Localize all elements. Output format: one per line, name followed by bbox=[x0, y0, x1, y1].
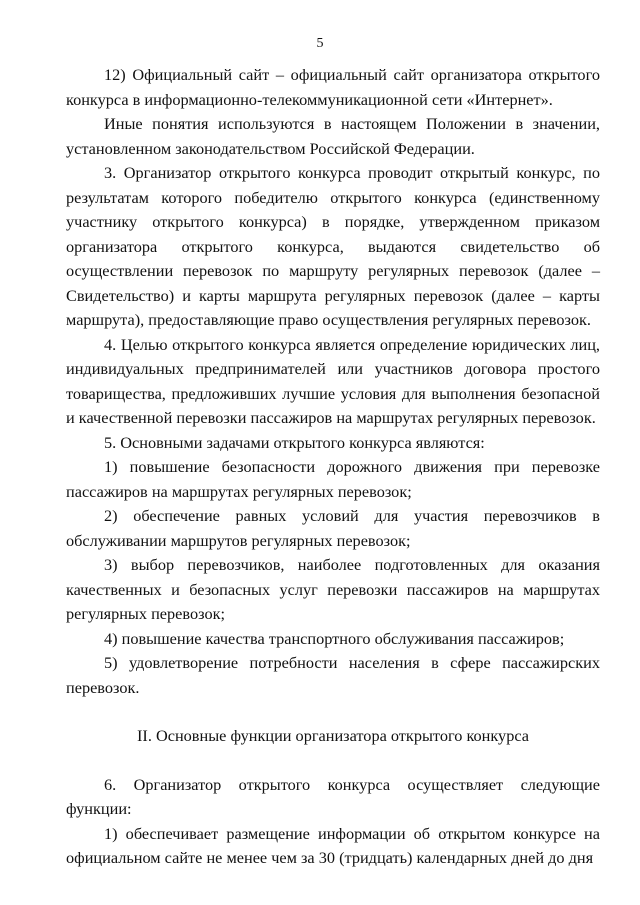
page-number: 5 bbox=[316, 36, 324, 51]
paragraph-clause-6: 6. Организатор открытого конкурса осуществляет следующие функции: bbox=[66, 774, 600, 818]
paragraph-clause-3: 3. Организатор открытого конкурса проводит открытый конкурс, по результатам которого победителю открытого конкурса (единственному участнику открытого конкурса) в порядке, утвержденном приказом организатора открытого конкурса, выдаются свидетельство об осуществлении перевозок по маршруту регулярных перевозок (далее – Свидетельство) и карты маршрута регулярных перевозок (далее – карты маршрута), предоставляющие право осуществления регулярных перевозок. bbox=[66, 163, 600, 329]
paragraph-other-terms: Иные понятия используются в настоящем Положении в значении, установленном законодательством Российской Федерации. bbox=[66, 114, 600, 158]
list-item-task-5: 5) удовлетворение потребности населения в сфере пассажирских перевозок. bbox=[66, 653, 600, 697]
paragraph-definition-official-site: 12) Официальный сайт – официальный сайт организатора открытого конкурса в информационно-телекоммуникационной сети «Интернет». bbox=[66, 65, 600, 109]
paragraph-clause-5: 5. Основными задачами открытого конкурса являются: bbox=[104, 432, 485, 452]
list-item-task-4: 4) повышение качества транспортного обслуживания пассажиров; bbox=[104, 628, 565, 648]
paragraph-clause-4: 4. Целью открытого конкурса является определение юридических лиц, индивидуальных предпринимателей или участников договора простого товарищества, предложивших лучшие условия для выполнения безопасной и качественной перевозки пассажиров на маршрутах регулярных перевозок. bbox=[66, 334, 600, 427]
document-body bbox=[66, 63, 600, 871]
list-item-task-1: 1) повышение безопасности дорожного движения при перевозке пассажиров на маршрутах регулярных перевозок; bbox=[66, 457, 600, 501]
list-item-task-2: 2) обеспечение равных условий для участия перевозчиков в обслуживании маршрутов регулярных перевозок; bbox=[66, 506, 600, 550]
list-item-task-3: 3) выбор перевозчиков, наиболее подготовленных для оказания качественных и безопасных услуг перевозки пассажиров на маршрутах регулярных перевозок; bbox=[66, 555, 600, 623]
list-item-function-1: 1) обеспечивает размещение информации об открытом конкурсе на официальном сайте не менее чем за 30 (тридцать) календарных дней до дня bbox=[66, 823, 600, 867]
section-heading: II. Основные функции организатора открытого конкурса bbox=[136, 726, 529, 745]
